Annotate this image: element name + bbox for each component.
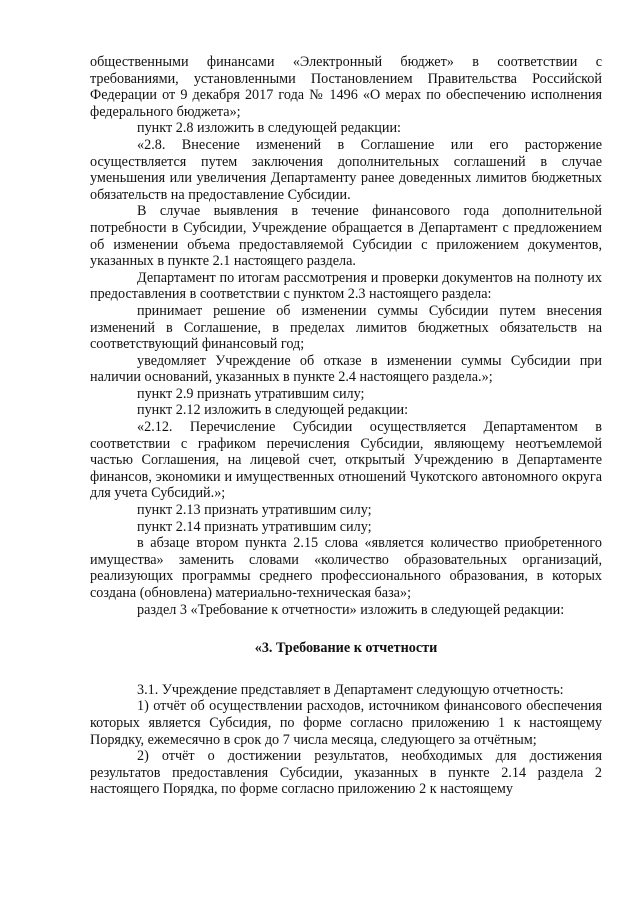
paragraph-clause-2-13: пункт 2.13 признать утратившим силу; xyxy=(137,502,372,519)
paragraph-department-review: Департамент по итогам рассмотрения и проверки документов на полноту их предоставления в соответствии с пунктом 2.3 настоящего раздела: xyxy=(90,269,602,303)
paragraph-report-1: 1) отчёт об осуществлении расходов, источником финансового обеспечения которых является Субсидия, по форме согласно приложению 1 к настоящему Порядку, ежемесячно в срок до 7 числа месяца, следующего за отчётным; xyxy=(90,698,602,748)
paragraph-clause-2-12-text: «2.12. Перечисление Субсидии осуществляется Департаментом в соответствии с графиком перечисления Субсидии, являющему неотъемлемой частью Соглашения, на лицевой счет, открытый Учреждению в Департаменте финансов, экономики и имущественных отношений Чукотского автономного округа для учета Субсидий.»; xyxy=(90,419,602,502)
paragraph-clause-2-15: в абзаце втором пункта 2.15 слова «является количество приобретенного имущества» заменить словами «количество образовательных организаций, реализующих программы среднего профессионального образования, в которых создана (обновлена) материально-техническая база»; xyxy=(90,535,602,601)
document-page xyxy=(90,54,602,798)
paragraph-section-3-intro: раздел 3 «Требование к отчетности» изложить в следующей редакции: xyxy=(137,601,565,618)
paragraph-clause-2-14: пункт 2.14 признать утратившим силу; xyxy=(137,518,372,535)
paragraph-clause-2-8-text: «2.8. Внесение изменений в Соглашение или его расторжение осуществляется путем заключения дополнительных соглашений в случае уменьшения или увеличения Департаменту ранее доведенных лимитов бюджетных обязательств на предоставление Субсидии. xyxy=(90,136,602,203)
paragraph-clause-3-1: 3.1. Учреждение представляет в Департамент следующую отчетность: xyxy=(137,681,564,698)
paragraph-report-2: 2) отчёт о достижении результатов, необходимых для достижения результатов предоставления Субсидии, указанных в пункте 2.14 раздела 2 настоящего Порядка, по форме согласно приложению 2 к настоящему xyxy=(90,748,602,798)
section-heading: «3. Требование к отчетности xyxy=(254,640,438,657)
paragraph-continuation: общественными финансами «Электронный бюджет» в соответствии с требованиями, установленными Постановлением Правительства Российской Федерации от 9 декабря 2017 года № 1496 «О мерах по обеспечению исполнения федерального бюджета»; xyxy=(90,54,602,120)
paragraph-clause-2-8-intro: пункт 2.8 изложить в следующей редакции: xyxy=(137,120,401,137)
paragraph-clause-2-9: пункт 2.9 признать утратившим силу; xyxy=(137,385,365,402)
paragraph-clause-2-12-intro: пункт 2.12 изложить в следующей редакции: xyxy=(137,402,409,419)
paragraph-additional-need: В случае выявления в течение финансового года дополнительной потребности в Субсидии, Учреждение обращается в Департамент с предложением об изменении объема предоставляемой Субсидии с приложением документов, указанных в пункте 2.1 настоящего раздела. xyxy=(90,203,602,270)
paragraph-decision: принимает решение об изменении суммы Субсидии путем внесения изменений в Соглашение, в пределах лимитов бюджетных обязательств на соответствующий финансовый год; xyxy=(90,302,602,353)
paragraph-refusal-notice: уведомляет Учреждение об отказе в изменении суммы Субсидии при наличии оснований, указанных в пункте 2.4 настоящего раздела.»; xyxy=(90,352,602,386)
